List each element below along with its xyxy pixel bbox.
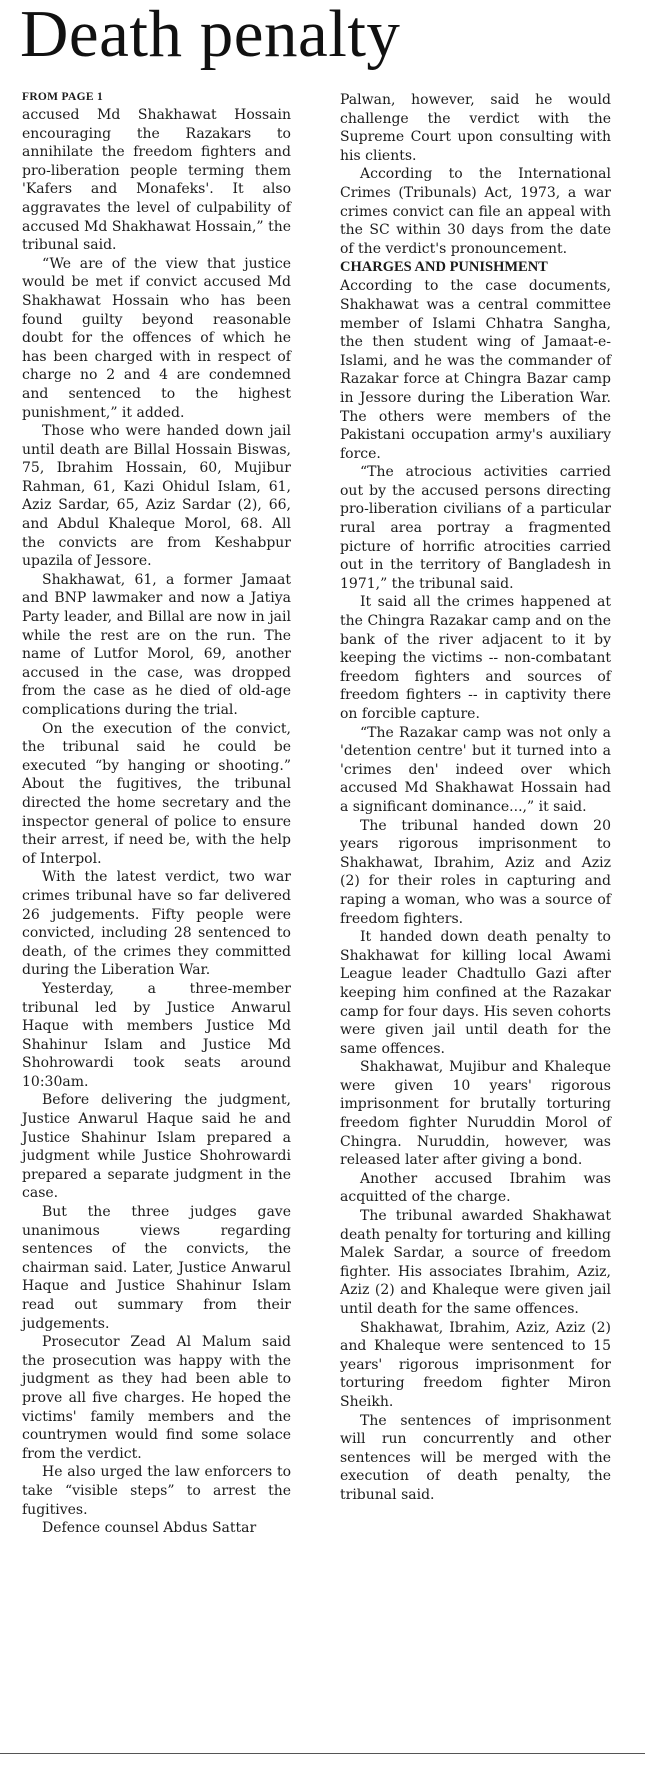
article-paragraph: Those who were handed down jail until death are Billal Hossain Biswas, 75, Ibrahim Hossain, 60, Mujibur Rahman, 61, Kazi Ohidul Islam, 61, Aziz Sardar, 65, Aziz Sardar (2), 66, and Abdul Khaleque Morol, 68. All the convicts are from Keshabpur upazila of Jessore. bbox=[22, 423, 291, 570]
article-paragraph: “We are of the view that justice would be met if convict accused Md Shakhawat Hossain who has been found guilty beyond reasonable doubt for the offences of which he has been charged with in respect of charge no 2 and 4 are condemned and sentenced to the highest punishment,” it added. bbox=[22, 255, 291, 421]
article-paragraph: Yesterday, a three-member tribunal led by Justice Anwarul Haque with members Justice Md Shahinur Islam and Justice Md Shohrowardi took seats around 10:30am. bbox=[22, 980, 291, 1090]
article-paragraph: With the latest verdict, two war crimes tribunal have so far delivered 26 judgements. Fifty people were convicted, including 28 sentenced to death, of the crimes they committed during the Liberation War. bbox=[22, 869, 291, 979]
bottom-rule bbox=[0, 1753, 645, 1754]
headline: Death penalty bbox=[20, 0, 401, 71]
article-paragraph: Palwan, however, said he would challenge the verdict with the Supreme Court upon consulting with his clients. bbox=[340, 92, 611, 164]
left-column bbox=[22, 90, 291, 1538]
article-paragraph: He also urged the law enforcers to take “visible steps” to arrest the fugitives. bbox=[22, 1464, 291, 1518]
article-paragraph: “The atrocious activities carried out by the accused persons directing pro-liberation civilians of a particular rural area portray a fragmented picture of horrific atrocities carried out in the territory of Bangladesh in 1971,” the tribunal said. bbox=[340, 464, 611, 592]
article-paragraph: The sentences of imprisonment will run concurrently and other sentences will be merged with the execution of death penalty, the tribunal said. bbox=[340, 1412, 611, 1503]
article-paragraph: It handed down death penalty to Shakhawat for killing local Awami League leader Chadtullo Gazi after keeping him confined at the Razakar camp for four days. His seven cohorts were given jail until death for the same offences. bbox=[340, 929, 611, 1057]
article-paragraph: The tribunal awarded Shakhawat death penalty for torturing and killing Malek Sardar, a source of freedom fighter. His associates Ibrahim, Aziz, Aziz (2) and Khaleque were given jail until death for the same offences. bbox=[340, 1208, 611, 1317]
article-paragraph: Another accused Ibrahim was acquitted of the charge. bbox=[340, 1170, 611, 1206]
article-paragraph: Prosecutor Zead Al Malum said the prosecution was happy with the judgment as they had been able to prove all five charges. He hoped the victims' family members and the countrymen would find some solace from the verdict. bbox=[22, 1334, 291, 1462]
article-paragraph: According to the case documents, Shakhawat was a central committee member of Islami Chhatra Sangha, the then student wing of Jamaat-e-Islami, and he was the commander of Razakar force at Chingra Bazar camp in Jessore during the Liberation War. The others were members of the Pakistani occupation army's auxiliary force. bbox=[340, 278, 611, 462]
section-subhead: CHARGES AND PUNISHMENT bbox=[340, 259, 548, 276]
article-paragraph: Defence counsel Abdus Sattar bbox=[42, 1520, 257, 1537]
article-paragraph: accused Md Shakhawat Hossain encouraging the Razakars to annihilate the freedom fighters and pro-liberation people terming them 'Kafers and Monafeks'. It also aggravates the level of culpability of accused Md Shakhawat Hossain,” the tribunal said. bbox=[22, 107, 291, 254]
article-paragraph: But the three judges gave unanimous views regarding sentences of the convicts, the chairman said. Later, Justice Anwarul Haque and Justice Shahinur Islam read out summary from their judgements. bbox=[22, 1204, 291, 1332]
article-paragraph: Before delivering the judgment, Justice Anwarul Haque said he and Justice Shahinur Islam prepared a judgment while Justice Shohrowardi prepared a separate judgment in the case. bbox=[22, 1092, 291, 1202]
article-paragraph: Shakhawat, Ibrahim, Aziz, Aziz (2) and Khaleque were sentenced to 15 years' rigorous imprisonment for torturing freedom fighter Miron Sheikh. bbox=[340, 1319, 611, 1410]
article-paragraph: The tribunal handed down 20 years rigorous imprisonment to Shakhawat, Ibrahim, Aziz and Aziz (2) for their roles in capturing and raping a woman, who was a source of freedom fighters. bbox=[340, 817, 611, 927]
article-paragraph: On the execution of the convict, the tribunal said he could be executed “by hanging or shooting.” About the fugitives, the tribunal directed the home secretary and the inspector general of police to ensure their arrest, if need be, with the help of Interpol. bbox=[22, 720, 291, 867]
article-paragraph: Shakhawat, Mujibur and Khaleque were given 10 years' rigorous imprisonment for brutally torturing freedom fighter Nuruddin Morol of Chingra. Nuruddin, however, was released later after giving a bond. bbox=[340, 1059, 611, 1169]
article-paragraph: Shakhawat, 61, a former Jamaat and BNP lawmaker and now a Jatiya Party leader, and Billal are now in jail while the rest are on the run. The name of Lutfor Morol, 69, another accused in the case, was dropped from the case as he died of old-age complications during the trial. bbox=[22, 571, 291, 718]
article-paragraph: It said all the crimes happened at the Chingra Razakar camp and on the bank of the river adjacent to it by keeping the victims -- non-combatant freedom fighters and sources of freedom fighters -- in captivity there on forcible capture. bbox=[340, 594, 611, 722]
continued-from-kicker: FROM PAGE 1 bbox=[22, 91, 104, 103]
article-paragraph: According to the International Crimes (Tribunals) Act, 1973, a war crimes convict can file an appeal with the SC within 30 days from the date of the verdict's pronouncement. bbox=[340, 166, 611, 257]
right-column bbox=[340, 91, 611, 1505]
article-paragraph: “The Razakar camp was not only a 'detention centre' but it turned into a 'crimes den' indeed over which accused Md Shakhawat Hossain had a significant dominance...,” it said. bbox=[340, 724, 611, 815]
